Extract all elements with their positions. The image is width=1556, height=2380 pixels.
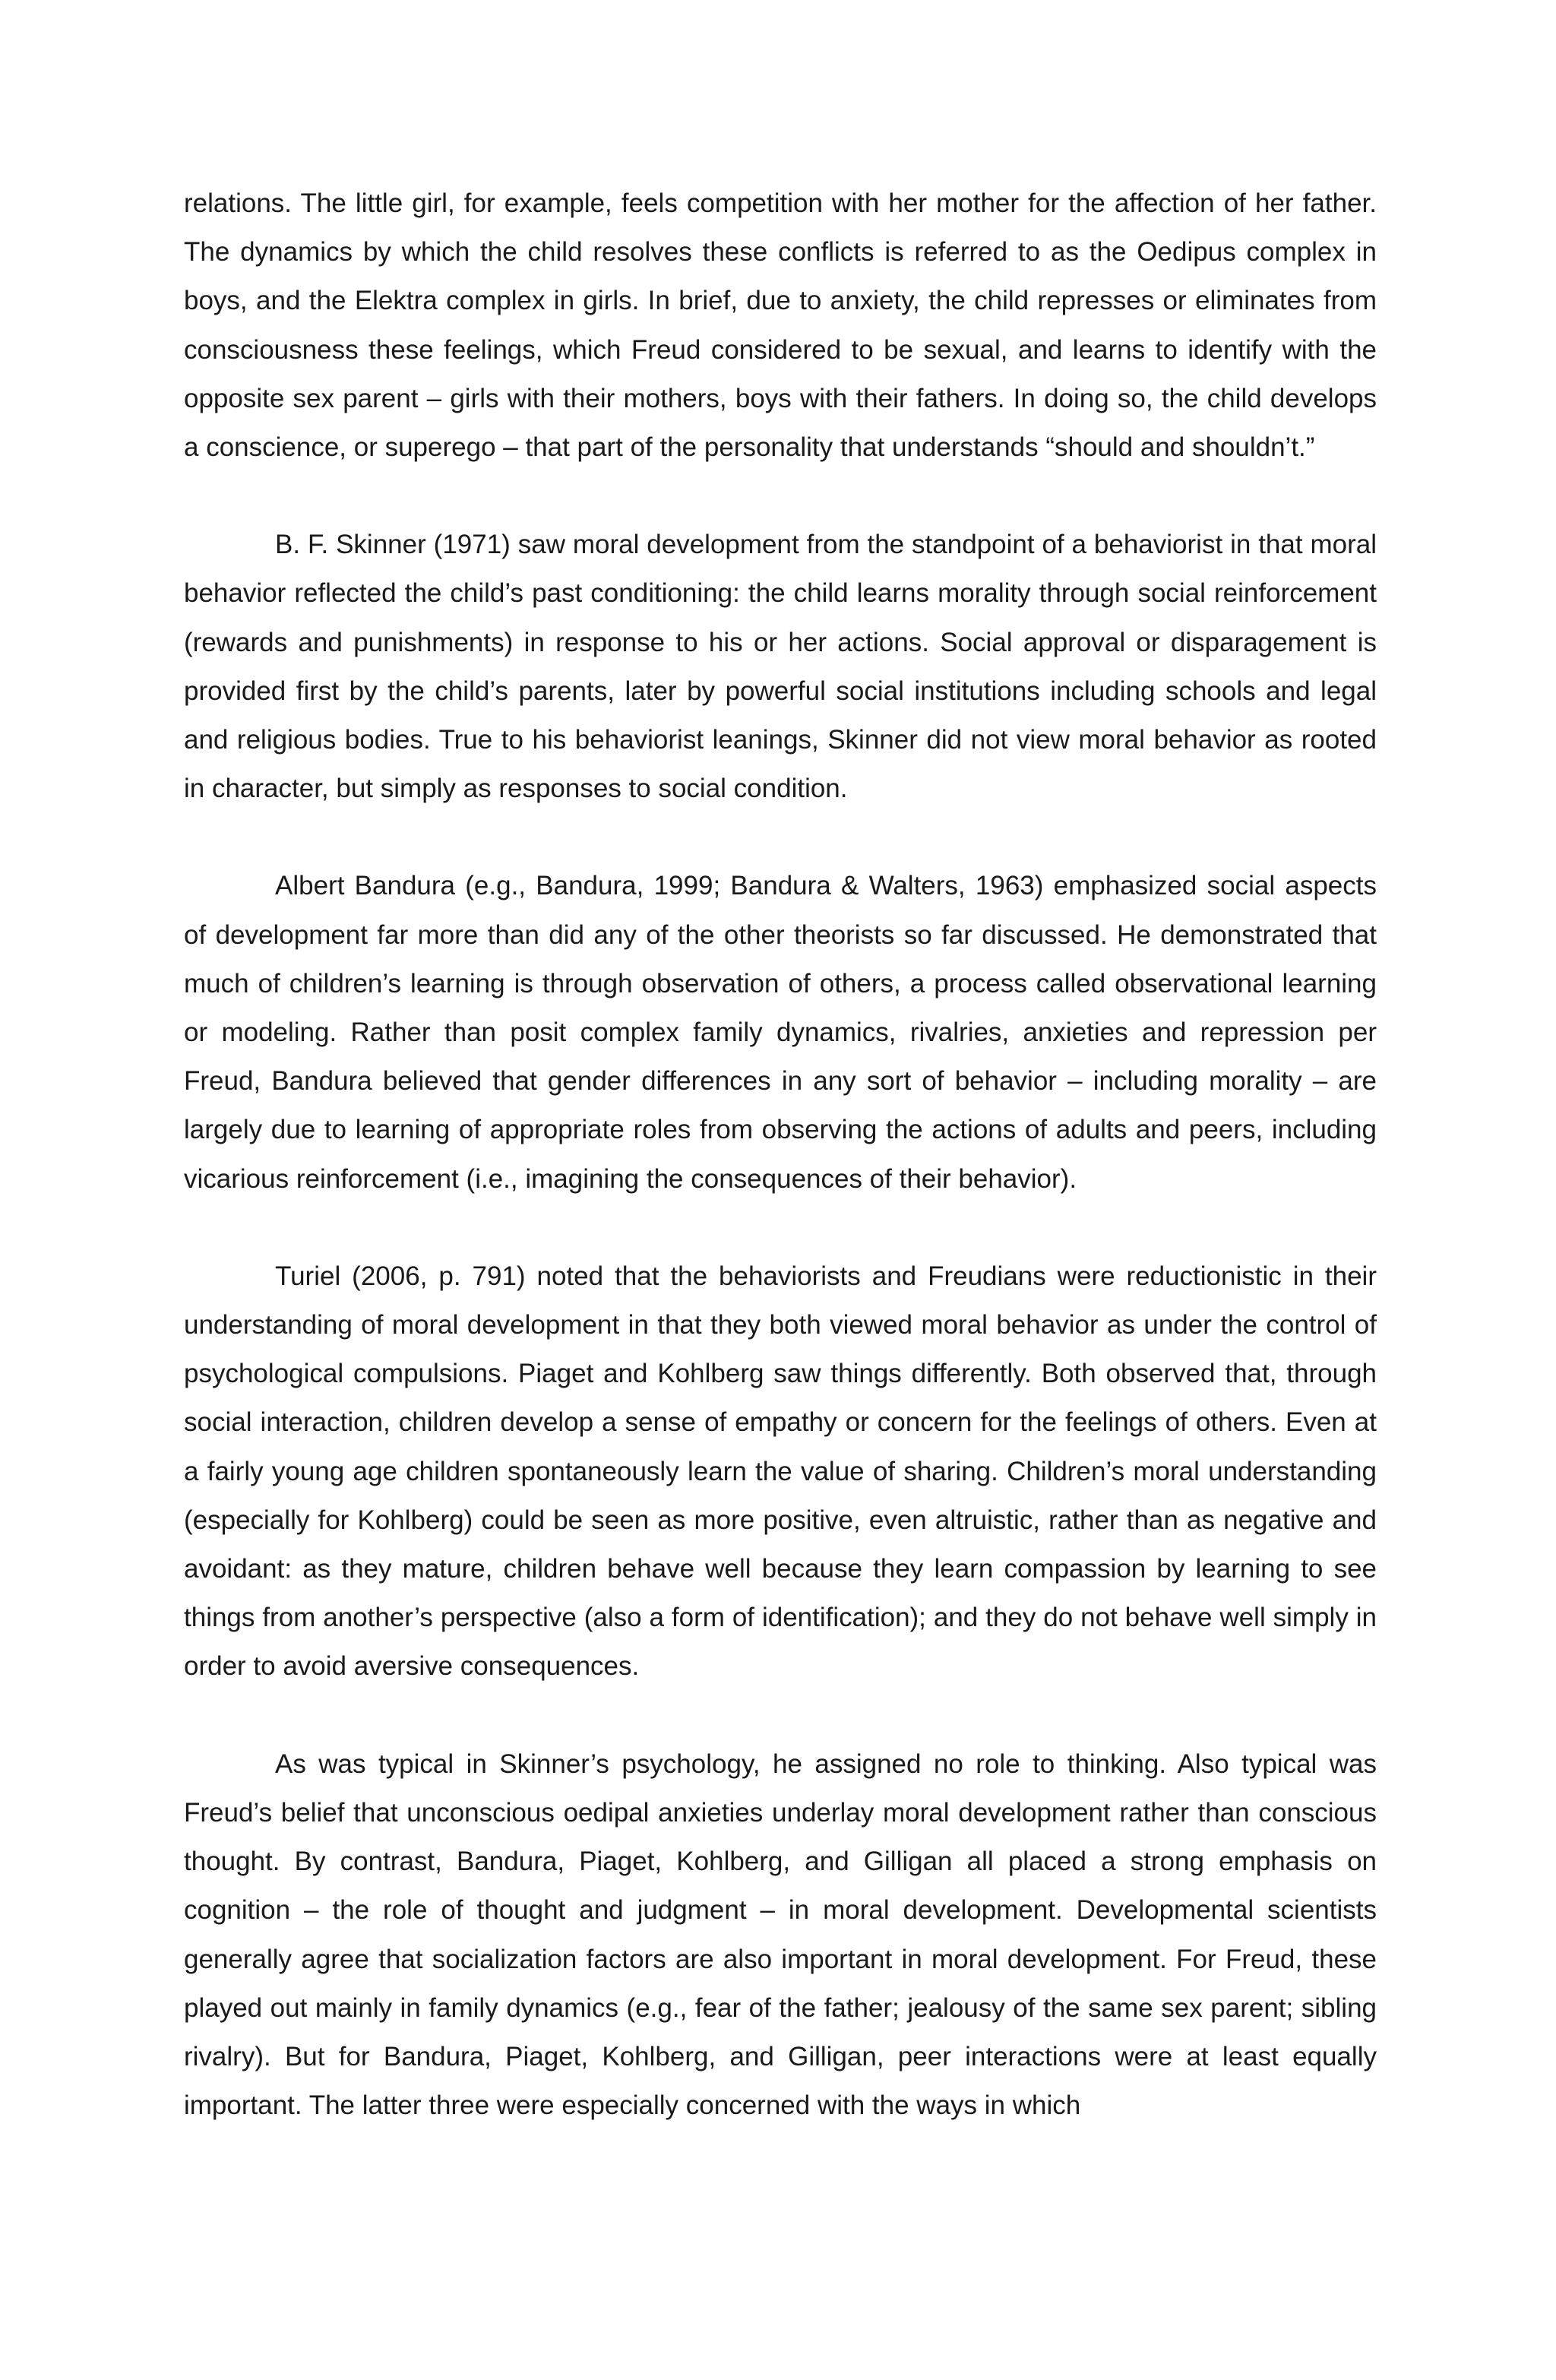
paragraph-continuation: relations. The little girl, for example, feels competition with her mother for the affection of her father. The dynamics by which the child resolves these conflicts is referred to as the Oedipus complex in boys, and the Elektra complex in girls. In brief, due to anxiety, the child represses or eliminates from consciousness these feelings, which Freud considered to be sexual, and learns to identify with the opposite sex parent – girls with their mothers, boys with their fathers. In doing so, the child develops a conscience, or superego – that part of the personality that understands “should and shouldn’t.” [184, 188, 1377, 463]
paragraph-turiel: Turiel (2006, p. 791) noted that the behaviorists and Freudians were reductionistic in their understanding of moral development in that they both viewed moral behavior as under the control of psychological compulsions. Piaget and Kohlberg saw things differently. Both observed that, through social interaction, children develop a sense of empathy or concern for the feelings of others. Even at a fairly young age children spontaneously learn the value of sharing. Children’s moral understanding (especially for Kohlberg) could be seen as more positive, even altruistic, rather than as negative and avoidant: as they mature, children behave well because they learn compassion by learning to see things from another’s perspective (also a form of identification); and they do not behave well simply in order to avoid aversive consequences. [184, 1261, 1377, 1682]
body-text [184, 179, 1377, 2130]
paragraph-cognition: As was typical in Skinner’s psychology, he assigned no role to thinking. Also typical was Freud’s belief that unconscious oedipal anxieties underlay moral development rather than conscious thought. By contrast, Bandura, Piaget, Kohlberg, and Gilligan all placed a strong emphasis on cognition – the role of thought and judgment – in moral development. Developmental scientists generally agree that socialization factors are also important in moral development. For Freud, these played out mainly in family dynamics (e.g., fear of the father; jealousy of the same sex parent; sibling rivalry). But for Bandura, Piaget, Kohlberg, and Gilligan, peer interactions were at least equally important. The latter three were especially concerned with the ways in which [184, 1749, 1377, 2121]
paragraph-bandura: Albert Bandura (e.g., Bandura, 1999; Bandura & Walters, 1963) emphasized social aspects of development far more than did any of the other theorists so far discussed. He demonstrated that much of children’s learning is through observation of others, a process called observational learning or modeling. Rather than posit complex family dynamics, rivalries, anxieties and repression per Freud, Bandura believed that gender differences in any sort of behavior – including morality – are largely due to learning of appropriate roles from observing the actions of adults and peers, including vicarious reinforcement (i.e., imagining the consequences of their behavior). [184, 871, 1377, 1194]
paragraph-skinner: B. F. Skinner (1971) saw moral development from the standpoint of a behaviorist in that moral behavior reflected the child’s past conditioning: the child learns morality through social reinforcement (rewards and punishments) in response to his or her actions. Social approval or disparagement is provided first by the child’s parents, later by powerful social institutions including schools and legal and religious bodies. True to his behaviorist leanings, Skinner did not view moral behavior as rooted in character, but simply as responses to social condition. [184, 530, 1377, 804]
